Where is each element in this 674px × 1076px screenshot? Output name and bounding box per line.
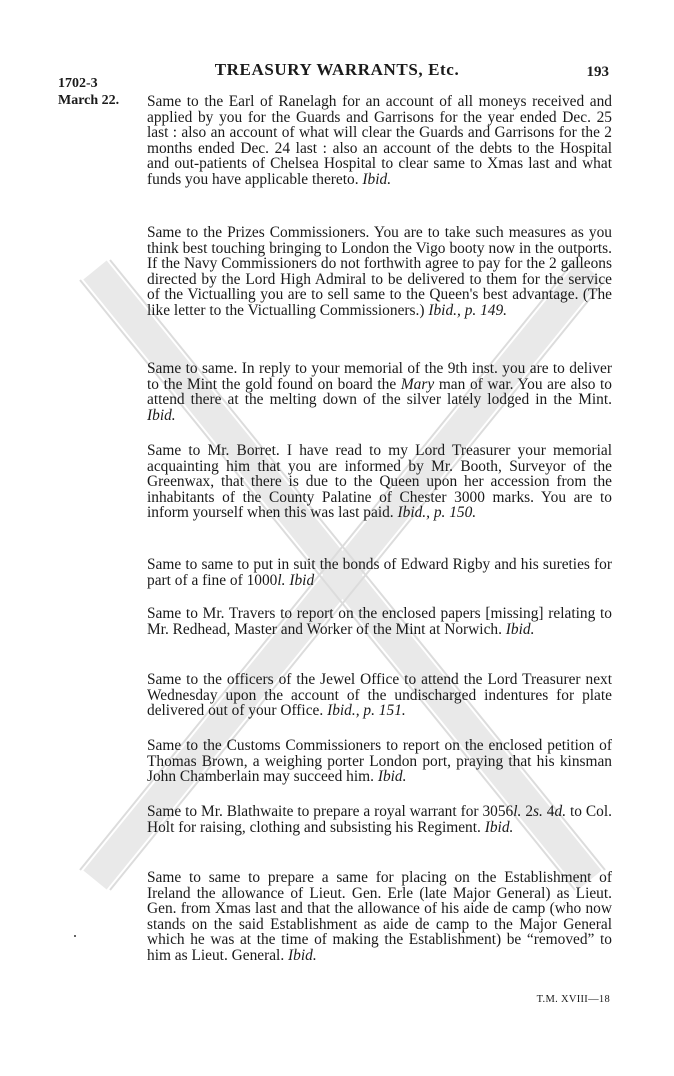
entry-ref: Ibid.: [288, 946, 317, 964]
entry-text: Same to the Prizes Commissioners. You are to take such measures as you think best touching bringing to London the Vigo booty now in the outports. If the Navy Commissioners do not forthwith agree to pay for the 2 galleons directed by the Lord High Admiral to be delivered to them for the service of the Victualling you are to sell same to the Queen's best advantage. (The like letter to the Victualling Commissioners.): [147, 224, 612, 319]
entry-earl-of-ranelagh: [147, 94, 612, 188]
pence-value: 4: [546, 803, 555, 820]
entry-mint-gold: [147, 361, 612, 423]
entry-mr-blathwaite: [147, 804, 612, 835]
entry-text: Same to the officers of the Jewel Office to attend the Lord Treasurer next Wednesday upon the account of the undischarged indentures for plate delivered out of your Office.: [147, 671, 612, 720]
pence-unit: d.: [554, 803, 567, 820]
entry-ref: Ibid., p. 150.: [397, 504, 477, 522]
entry-text: Same to Mr. Borret. I have read to my Lord Treasurer your memorial acquainting him that you are informed by Mr. Booth, Surveyor of the Greenwax, that there is due to the Queen upon her accession from the inhabitants of the County Palatine of Chester 3000 marks. You are to inform yourself when this was last paid.: [147, 442, 612, 522]
entry-ref: Ibid., p. 151.: [327, 702, 406, 720]
entry-lieut-gen-erle: [147, 870, 612, 964]
ink-speck: [74, 935, 76, 937]
entry-prizes-commissioners: [147, 225, 612, 319]
entry-mr-travers: [147, 606, 612, 637]
running-title: TREASURY WARRANTS, Etc.: [214, 60, 460, 79]
entry-text: Same to the Earl of Ranelagh for an account of all moneys received and applied by you for the Guards and Garrisons for the year ended Dec. 25 last : also an account of what will clear the Guards and Garrisons for the 2 months ended Dec. 24 last : also an account of the debts to the Hospital and out-patients of Chelsea Hospital to clear same to Xmas last and what funds you have applicable thereto.: [147, 93, 612, 188]
entry-ref: Ibid., p. 149.: [428, 301, 508, 319]
shilling-unit: s.: [533, 803, 543, 820]
entry-text-cont: to Col. Holt for raising, clothing and subsisting his Regiment.: [147, 803, 612, 836]
entry-ref: Ibid.: [484, 818, 514, 836]
entry-ref: Ibid.: [505, 620, 535, 638]
entry-text: Same to same. In reply to your memorial of the 9th inst. you are to deliver to the Mint the gold found on board the: [147, 360, 612, 393]
entry-jewel-office: [147, 672, 612, 719]
entry-ref: Ibid.: [362, 170, 392, 188]
entry-text: Same to the Customs Commissioners to report on the enclosed petition of Thomas Brown, a weighing porter London port, praying that his kinsman John Chamberlain may succeed him.: [147, 737, 612, 786]
page-number: 193: [586, 64, 609, 80]
shillings-value: 2: [525, 803, 534, 820]
entry-text: Same to same to put in suit the bonds of Edward Rigby and his sureties for part of a fine of 1000: [147, 556, 612, 589]
entry-text: Same to Mr. Blathwaite to prepare a royal warrant for 3056: [147, 803, 514, 820]
entry-text: Same to same to prepare a same for placing on the Establishment of Ireland the allowance of Lieut. Gen. Erle (late Major General) as Lieut. Gen. from Xmas last and that the allowance of his aide de camp (who now stands on the said Establishment as aide de camp to the Major General which he was at the time of making the Establishment) be “removed” to him as Lieut. General.: [147, 869, 612, 964]
margin-year: 1702-3: [58, 76, 98, 91]
ship-name: Mary: [400, 375, 435, 393]
signature-mark: T.M. XVIII—18: [536, 994, 610, 1005]
entry-ref: Ibid.: [147, 406, 176, 424]
entry-customs-commissioners: [147, 738, 612, 785]
entry-ref: Ibid.: [377, 768, 407, 786]
pound-unit: l.: [513, 803, 522, 820]
margin-date: March 22.: [58, 93, 120, 108]
pound-unit: l.: [277, 571, 286, 589]
entry-edward-rigby: [147, 557, 612, 588]
entry-text-cont: man of war. You are also to attend there at the melting down of the silver lately lodged in the Mint.: [147, 375, 612, 409]
entry-mr-borret: [147, 443, 612, 521]
entry-text: Same to Mr. Travers to report on the enclosed papers [missing] relating to Mr. Redhead, Master and Worker of the Mint at Norwich.: [147, 605, 612, 638]
entry-ref: Ibid: [289, 571, 315, 589]
